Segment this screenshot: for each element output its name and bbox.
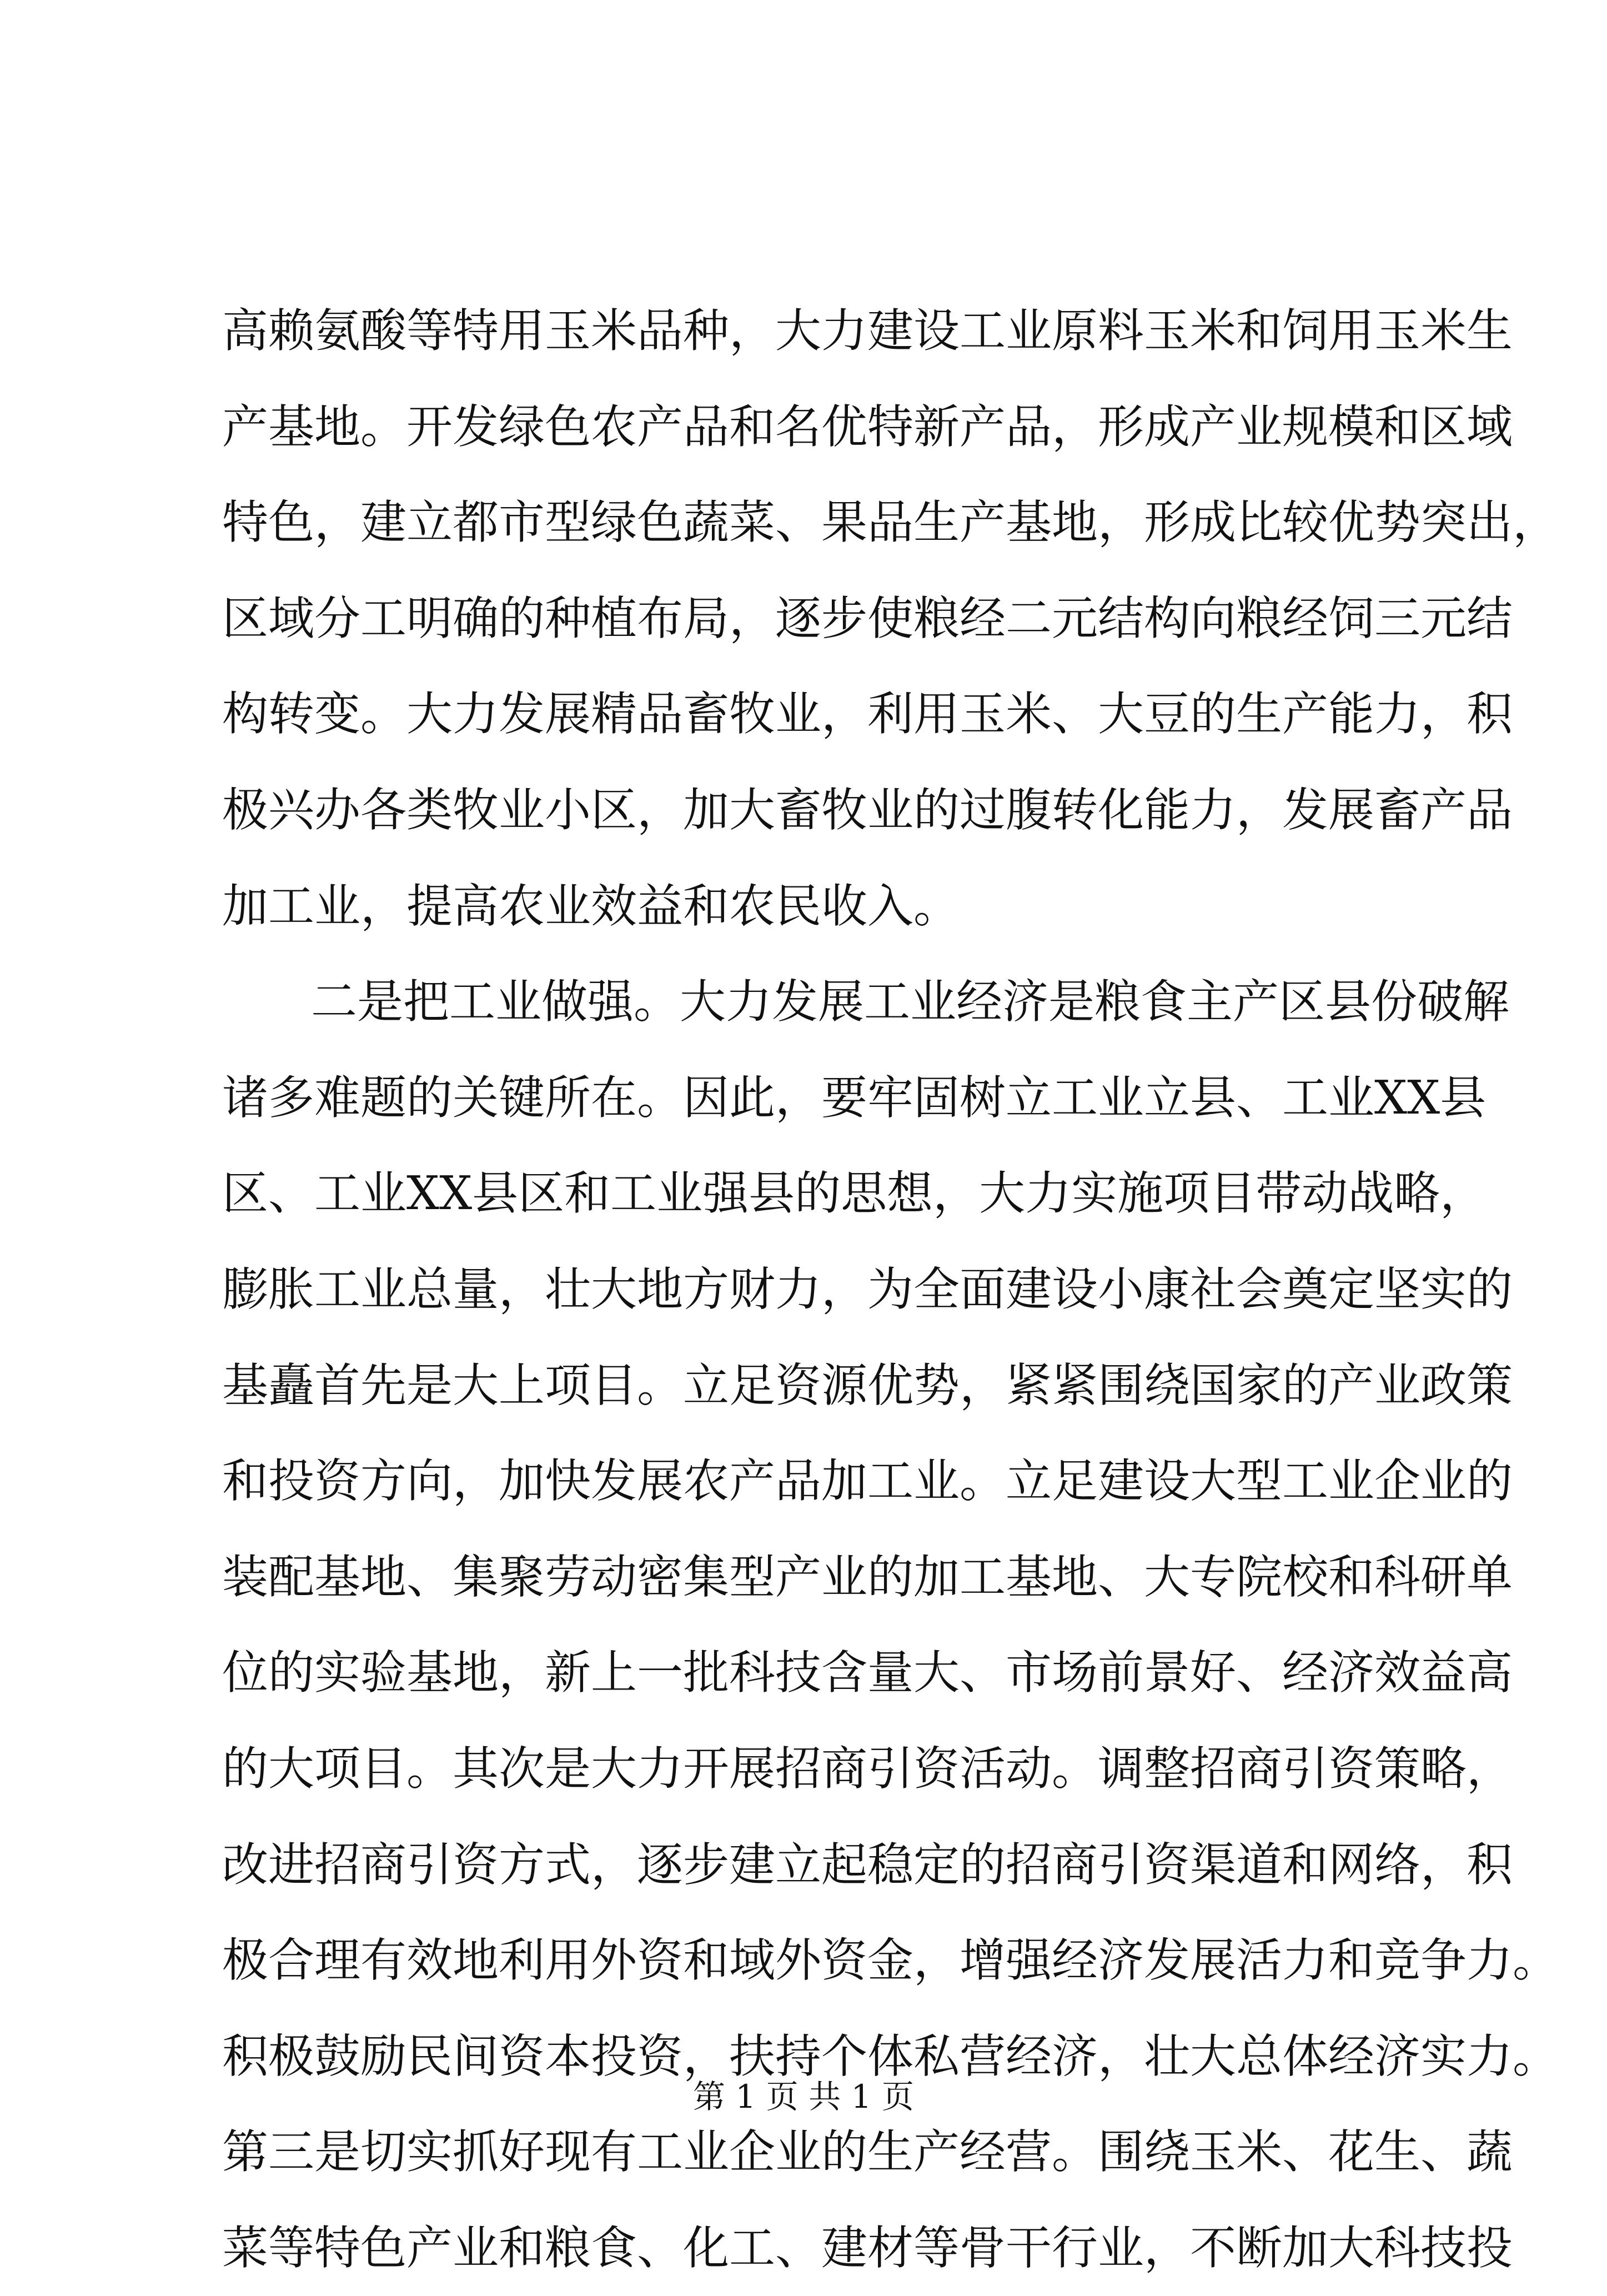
text-line: 膨胀工业总量，壮大地方财力，为全面建设小康社会奠定坚实的 <box>222 1262 1513 1316</box>
text-line: 构转变。大力发展精品畜牧业，利用玉米、大豆的生产能力，积 <box>222 687 1513 741</box>
text-line: 第三是切实抓好现有工业企业的生产经营。围绕玉米、花生、蔬 <box>222 2125 1513 2179</box>
page-number-label: 第 1 页 共 1 页 <box>693 2078 914 2115</box>
text-line: 高赖氨酸等特用玉米品种，大力建设工业原料玉米和饲用玉米生 <box>222 304 1513 358</box>
paragraph-first-line: 二是把工业做强。大力发展工业经济是粮食主产区县份破解 <box>311 975 1509 1029</box>
text-line: 特色，建立都市型绿色蔬菜、果品生产基地，形成比较优势突出， <box>222 495 1559 550</box>
text-line: 的大项目。其次是大力开展招商引资活动。调整招商引资策略， <box>222 1741 1513 1796</box>
text-line: 产基地。开发绿色农产品和名优特新产品，形成产业规模和区域 <box>222 399 1513 454</box>
text-line: 装配基地、集聚劳动密集型产业的加工基地、大专院校和科研单 <box>222 1550 1513 1604</box>
text-line: 和投资方向，加快发展农产品加工业。立足建设大型工业企业的 <box>222 1454 1513 1508</box>
text-line: 加工业，提高农业效益和农民收入。 <box>222 879 960 933</box>
text-line: 诸多难题的关键所在。因此，要牢固树立工业立县、工业XX县 <box>222 1070 1487 1125</box>
text-line: 位的实验基地，新上一批科技含量大、市场前景好、经济效益高 <box>222 1646 1513 1700</box>
text-line: 极合理有效地利用外资和域外资金，增强经济发展活力和竞争力。 <box>222 1933 1559 1988</box>
text-line: 基矗首先是大上项目。立足资源优势，紧紧围绕国家的产业政策 <box>222 1358 1513 1412</box>
text-line: 改进招商引资方式，逐步建立起稳定的招商引资渠道和网络，积 <box>222 1837 1513 1892</box>
document-body <box>222 283 1559 2296</box>
page-footer <box>0 2074 1607 2119</box>
text-line: 极兴办各类牧业小区，加大畜牧业的过腹转化能力，发展畜产品 <box>222 783 1513 837</box>
text-line: 积极鼓励民间资本投资，扶持个体私营经济，壮大总体经济实力。 <box>222 2029 1559 2083</box>
text-line: 菜等特色产业和粮食、化工、建材等骨干行业，不断加大科技投 <box>222 2220 1513 2275</box>
text-line: 区域分工明确的种植布局，逐步使粮经二元结构向粮经饲三元结 <box>222 591 1513 645</box>
text-line: 区、工业XX县区和工业强县的思想，大力实施项目带动战略， <box>222 1166 1487 1221</box>
